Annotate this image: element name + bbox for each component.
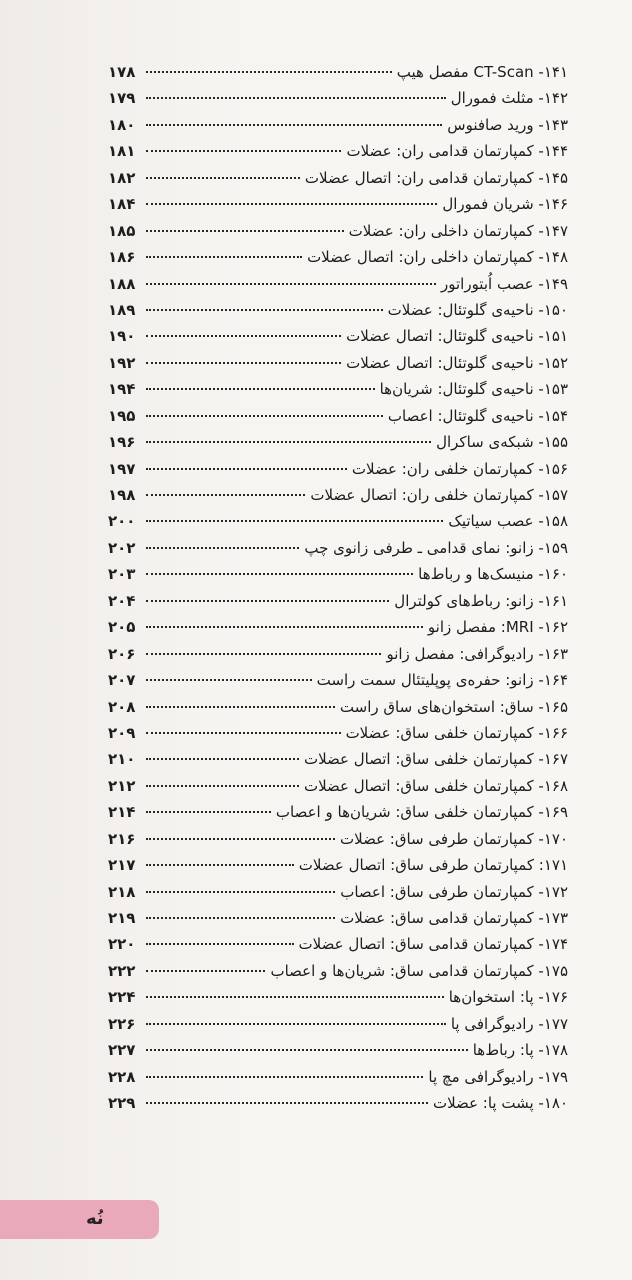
dot-leader	[146, 150, 341, 152]
toc-entry	[108, 406, 568, 432]
toc-entry-title: ۱۶۸- کمپارتمان خلفی ساق: اتصال عضلات	[303, 776, 568, 795]
toc-entry	[108, 538, 568, 564]
toc-entry-page: ۲۰۲	[108, 538, 136, 557]
toc-entry-page: ۲۰۳	[108, 565, 136, 584]
dot-leader	[146, 71, 392, 73]
dot-leader	[146, 917, 335, 919]
toc-entry	[108, 221, 568, 247]
toc-entry-page: ۲۰۵	[108, 618, 136, 637]
toc-entry-title: ۱۴۲- مثلث فمورال	[450, 89, 568, 108]
toc-entry-page: ۲۰۶	[108, 644, 136, 663]
table-of-contents	[108, 62, 568, 1120]
toc-entry-page: ۱۸۶	[108, 248, 136, 267]
dot-leader	[146, 97, 446, 99]
toc-entry-title: ۱۶۴- زانو: حفره‌ی پوپلیتئال سمت راست	[316, 671, 568, 690]
toc-entry	[108, 644, 568, 670]
toc-entry-page: ۲۲۲	[108, 961, 136, 980]
dot-leader	[146, 891, 335, 893]
dot-leader	[146, 124, 442, 126]
toc-entry	[108, 247, 568, 273]
toc-entry	[108, 617, 568, 643]
page-number-tab	[0, 1200, 159, 1239]
dot-leader	[146, 785, 299, 787]
toc-entry	[108, 274, 568, 300]
toc-entry-page: ۱۹۲	[108, 353, 136, 372]
toc-entry-page: ۲۰۹	[108, 723, 136, 742]
toc-entry-title: ۱۷۲- کمپارتمان طرفی ساق: اعصاب	[340, 882, 568, 901]
toc-entry-title: ۱۷۰- کمپارتمان طرفی ساق: عضلات	[340, 829, 568, 848]
toc-entry-title: ۱۵۵- شبکه‌ی ساکرال	[436, 433, 568, 452]
toc-entry-title: ۱۴۴- کمپارتمان قدامی ران: عضلات	[346, 142, 568, 161]
dot-leader	[146, 732, 341, 734]
toc-entry	[108, 697, 568, 723]
toc-entry-title: ۱۴۵- کمپارتمان قدامی ران: اتصال عضلات	[304, 168, 568, 187]
toc-entry-title: ۱۶۵- ساق: استخوان‌های ساق راست	[339, 697, 568, 716]
toc-entry-title: ۱۶۶- کمپارتمان خلفی ساق: عضلات	[345, 723, 568, 742]
toc-entry-title: ۱۵۲- ناحیه‌ی گلوتئال: اتصال عضلات	[346, 353, 568, 372]
dot-leader	[146, 256, 302, 258]
toc-entry-page: ۱۹۴	[108, 380, 136, 399]
toc-entry	[108, 882, 568, 908]
toc-entry-page: ۱۸۹	[108, 300, 136, 319]
toc-entry-title: ۱۷۸- پا: رباط‌ها	[472, 1041, 568, 1060]
toc-entry-title: ۱۵۳- ناحیه‌ی گلوتئال: شریان‌ها	[379, 380, 568, 399]
toc-entry	[108, 1067, 568, 1093]
dot-leader	[146, 283, 436, 285]
toc-entry-page: ۲۰۴	[108, 591, 136, 610]
toc-entry-title: ۱۵۱- ناحیه‌ی گلوتئال: اتصال عضلات	[346, 327, 568, 346]
toc-entry-page: ۱۹۵	[108, 406, 136, 425]
toc-entry-title: ۱۴۷- کمپارتمان داخلی ران: عضلات	[348, 221, 568, 240]
toc-entry-page: ۱۹۸	[108, 486, 136, 504]
dot-leader	[146, 177, 300, 179]
toc-entry-page: ۱۸۸	[108, 274, 136, 293]
toc-entry-page: ۱۸۵	[108, 221, 136, 240]
dot-leader	[146, 335, 341, 337]
toc-entry	[108, 908, 568, 934]
toc-entry	[108, 987, 568, 1013]
toc-entry-title: ۱۷۳- کمپارتمان قدامی ساق: عضلات	[340, 909, 568, 927]
toc-entry	[108, 353, 568, 379]
toc-entry	[108, 749, 568, 775]
toc-entry-title: ۱۴۹- عصب اُبتوراتور	[440, 274, 568, 293]
toc-entry-page: ۱۸۴	[108, 195, 136, 214]
toc-entry-page: ۲۱۷	[108, 856, 136, 875]
dot-leader	[146, 811, 271, 813]
toc-entry-page: ۲۱۲	[108, 776, 136, 795]
toc-entry	[108, 1014, 568, 1040]
toc-entry-page: ۱۹۰	[108, 327, 136, 346]
dot-leader	[146, 1076, 423, 1078]
toc-entry	[108, 591, 568, 617]
toc-entry-page: ۲۲۶	[108, 1014, 136, 1033]
toc-entry-title: ۱۴۸- کمپارتمان داخلی ران: اتصال عضلات	[307, 248, 568, 267]
toc-entry	[108, 670, 568, 696]
toc-entry	[108, 1040, 568, 1066]
toc-entry	[108, 485, 568, 511]
toc-entry	[108, 88, 568, 114]
toc-entry	[108, 802, 568, 828]
toc-entry-page: ۲۰۷	[108, 671, 136, 690]
toc-entry-title: ۱۶۹- کمپارتمان خلفی ساق: شریان‌ها و اعصاب	[275, 803, 568, 822]
toc-entry	[108, 379, 568, 405]
toc-entry-page: ۲۲۸	[108, 1067, 136, 1086]
toc-entry-page: ۲۲۹	[108, 1094, 136, 1113]
toc-entry-page: ۱۷۹	[108, 89, 136, 108]
toc-entry	[108, 511, 568, 537]
toc-entry-title: ۱۶۷- کمپارتمان خلفی ساق: اتصال عضلات	[303, 750, 568, 769]
toc-entry	[108, 115, 568, 141]
toc-entry-title: ۱۵۴- ناحیه‌ی گلوتئال: اعصاب	[387, 406, 568, 425]
dot-leader	[146, 626, 423, 628]
dot-leader	[146, 230, 344, 232]
toc-entry-title: ۱۵۶- کمپارتمان خلفی ران: عضلات	[351, 459, 568, 478]
toc-entry	[108, 961, 568, 987]
dot-leader	[146, 864, 294, 866]
toc-entry-title: ۱۵۹- زانو: نمای قدامی ـ طرفی زانوی چپ	[304, 538, 568, 557]
toc-entry	[108, 564, 568, 590]
toc-entry	[108, 855, 568, 881]
toc-entry-page: ۲۱۸	[108, 882, 136, 901]
toc-entry-title: ۱۷۹- رادیوگرافی مچ پا	[428, 1067, 568, 1086]
toc-entry-title: ۱۶۳- رادیوگرافی: مفصل زانو	[386, 644, 568, 663]
toc-entry-title: ۱۷۱: کمپارتمان طرفی ساق: اتصال عضلات	[298, 856, 568, 875]
toc-entry	[108, 723, 568, 749]
dot-leader	[146, 996, 444, 998]
toc-entry-title: ۱۶۱- زانو: رباط‌های کولترال	[394, 591, 568, 610]
toc-entry	[108, 300, 568, 326]
toc-entry-page: ۲۱۹	[108, 909, 136, 927]
toc-entry-page: ۲۰۰	[108, 512, 136, 531]
toc-entry-title: ۱۶۰- منیسک‌ها و رباط‌ها	[418, 565, 568, 584]
dot-leader	[146, 388, 375, 390]
toc-entry	[108, 141, 568, 167]
dot-leader	[146, 362, 341, 364]
toc-entry-page: ۲۲۷	[108, 1041, 136, 1060]
toc-entry	[108, 326, 568, 352]
toc-entry-title: ۱۵۷- کمپارتمان خلفی ران: اتصال عضلات	[310, 486, 568, 504]
toc-entry-page: ۲۰۸	[108, 697, 136, 716]
toc-entry-page: ۱۸۰	[108, 115, 136, 134]
page-number: نُه	[86, 1208, 104, 1229]
dot-leader	[146, 706, 335, 708]
dot-leader	[146, 838, 335, 840]
toc-entry-title: ۱۷۵- کمپارتمان قدامی ساق: شریان‌ها و اعصاب	[270, 961, 568, 980]
toc-entry	[108, 829, 568, 855]
toc-entry-title: ۱۵۰- ناحیه‌ی گلوتئال: عضلات	[387, 300, 568, 319]
dot-leader	[146, 600, 389, 602]
toc-entry-title: ۱۷۶- پا: استخوان‌ها	[448, 988, 568, 1007]
toc-entry	[108, 168, 568, 194]
dot-leader	[146, 415, 383, 417]
toc-entry-title: ۱۷۷- رادیوگرافی پا	[450, 1014, 568, 1033]
dot-leader	[146, 441, 431, 443]
dot-leader	[146, 547, 299, 549]
toc-entry	[108, 432, 568, 458]
toc-entry-page: ۱۸۲	[108, 168, 136, 187]
toc-entry-page: ۱۹۶	[108, 433, 136, 452]
dot-leader	[146, 468, 347, 470]
toc-entry-page: ۱۸۱	[108, 142, 136, 161]
toc-entry-title: ۱۵۸- عصب سیاتیک	[448, 512, 568, 531]
toc-entry-page: ۲۲۴	[108, 988, 136, 1007]
dot-leader	[146, 970, 265, 972]
toc-entry-title: ۱۴۳- ورید صافنوس	[447, 115, 568, 134]
dot-leader	[146, 758, 299, 760]
dot-leader	[146, 494, 305, 496]
toc-entry	[108, 934, 568, 960]
toc-entry	[108, 459, 568, 485]
toc-entry-page: ۱۹۷	[108, 459, 136, 478]
dot-leader	[146, 1049, 468, 1051]
toc-entry-title: ۱۸۰- پشت پا: عضلات	[432, 1094, 568, 1113]
toc-entry-page: ۲۲۰	[108, 935, 136, 954]
dot-leader	[146, 943, 294, 945]
dot-leader	[146, 309, 383, 311]
toc-entry	[108, 776, 568, 802]
dot-leader	[146, 679, 312, 681]
toc-entry-title: ۱۴۱- CT-Scan مفصل هیپ	[396, 63, 568, 81]
toc-entry-page: ۲۱۶	[108, 829, 136, 848]
dot-leader	[146, 1102, 428, 1104]
dot-leader	[146, 520, 443, 522]
toc-entry	[108, 1093, 568, 1119]
dot-leader	[146, 203, 437, 205]
toc-entry	[108, 62, 568, 88]
toc-entry-page: ۲۱۰	[108, 750, 136, 769]
dot-leader	[146, 573, 413, 575]
toc-entry-title: ۱۶۲- MRI: مفصل زانو	[427, 618, 568, 637]
dot-leader	[146, 653, 381, 655]
toc-entry-page: ۲۱۴	[108, 803, 136, 822]
toc-entry-page: ۱۷۸	[108, 63, 136, 81]
toc-entry-title: ۱۷۴- کمپارتمان قدامی ساق: اتصال عضلات	[298, 935, 568, 954]
toc-entry-title: ۱۴۶- شریان فمورال	[442, 195, 568, 214]
dot-leader	[146, 1023, 446, 1025]
toc-entry	[108, 194, 568, 220]
